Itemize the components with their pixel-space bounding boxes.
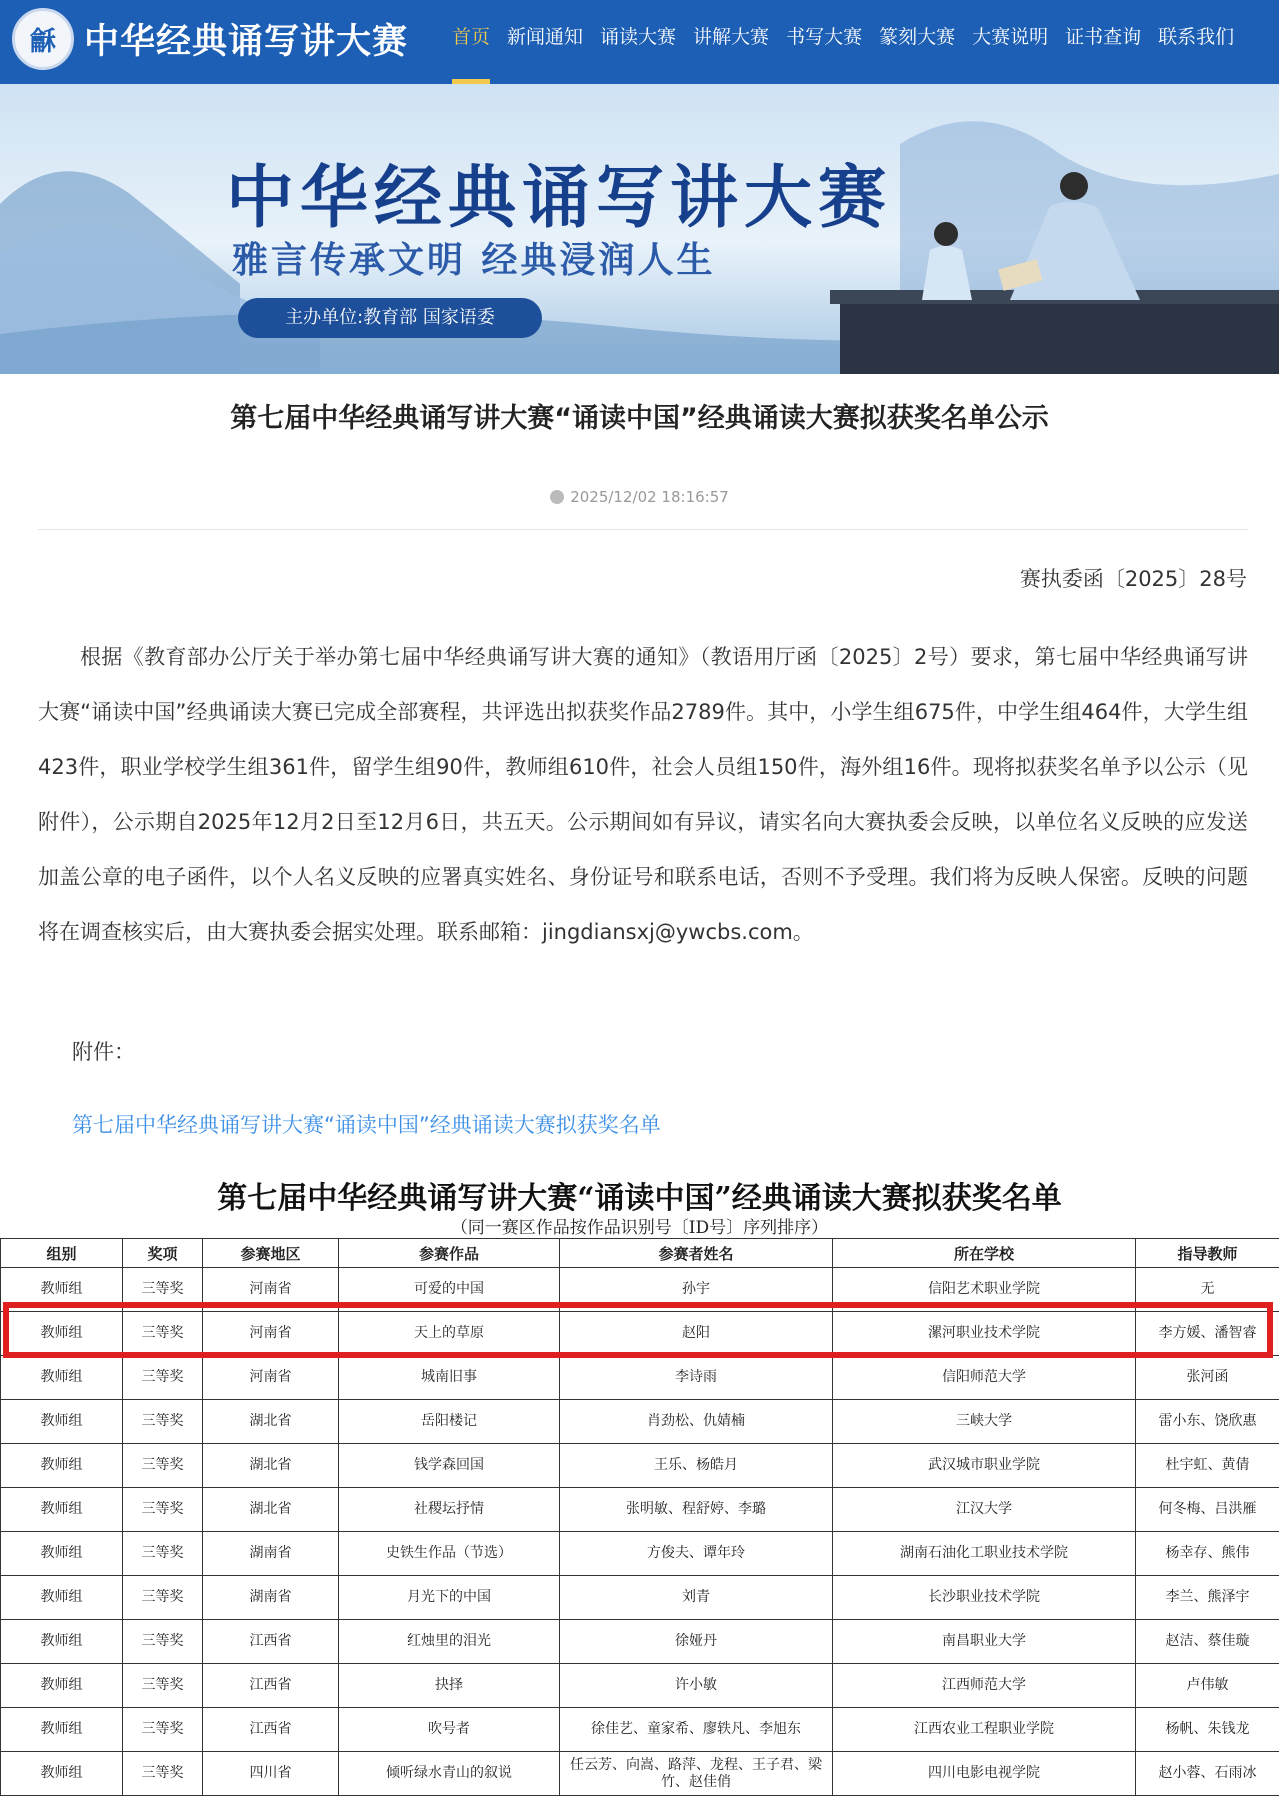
- table-cell: 江西师范大学: [833, 1664, 1136, 1708]
- table-cell: 教师组: [1, 1620, 123, 1664]
- table-cell: 湖南省: [203, 1532, 339, 1576]
- table-cell: 卢伟敏: [1136, 1664, 1279, 1708]
- table-cell: 杨幸存、熊伟: [1136, 1532, 1279, 1576]
- table-row: [1, 1620, 1279, 1664]
- table-cell: 雷小东、饶欣惠: [1136, 1400, 1279, 1444]
- table-cell: 漯河职业技术学院: [833, 1312, 1136, 1356]
- table-cell: 抉择: [339, 1664, 560, 1708]
- table-cell: 教师组: [1, 1576, 123, 1620]
- table-cell: 湖北省: [203, 1444, 339, 1488]
- highlight-box: [3, 1302, 1273, 1358]
- table-cell: 任云芳、向嵩、路萍、龙程、王子君、梁竹、赵佳俏: [560, 1752, 833, 1796]
- table-cell: 张河函: [1136, 1356, 1279, 1400]
- table-cell: 何冬梅、吕洪雁: [1136, 1488, 1279, 1532]
- table-row: [1, 1356, 1279, 1400]
- table-cell: 三等奖: [123, 1620, 203, 1664]
- article-title: 第七届中华经典诵写讲大赛“诵读中国”经典诵读大赛拟获奖名单公示: [0, 396, 1279, 435]
- table-cell: 岳阳楼记: [339, 1400, 560, 1444]
- main-nav: [452, 22, 1251, 49]
- table-cell: 李诗雨: [560, 1356, 833, 1400]
- site-logo[interactable]: [12, 8, 74, 70]
- table-cell: 教师组: [1, 1488, 123, 1532]
- table-cell: 教师组: [1, 1356, 123, 1400]
- table-cell: 四川省: [203, 1752, 339, 1796]
- nav-item-recitation[interactable]: 诵读大赛: [600, 22, 676, 49]
- table-row: [1, 1488, 1279, 1532]
- table-cell: 三等奖: [123, 1708, 203, 1752]
- table-cell: 三等奖: [123, 1400, 203, 1444]
- table-cell: 三等奖: [123, 1312, 203, 1356]
- table-cell: 天上的草原: [339, 1312, 560, 1356]
- table-cell: 教师组: [1, 1312, 123, 1356]
- table-cell: 赵洁、蔡佳璇: [1136, 1620, 1279, 1664]
- table-cell: 孙宇: [560, 1268, 833, 1312]
- table-cell: 月光下的中国: [339, 1576, 560, 1620]
- table-cell: 河南省: [203, 1268, 339, 1312]
- table-cell: 李兰、熊泽宇: [1136, 1576, 1279, 1620]
- table-cell: 吹号者: [339, 1708, 560, 1752]
- table-cell: 长沙职业技术学院: [833, 1576, 1136, 1620]
- table-header-cell: 指导教师: [1136, 1239, 1279, 1268]
- table-cell: 杨帆、朱钱龙: [1136, 1708, 1279, 1752]
- table-cell: 南昌职业大学: [833, 1620, 1136, 1664]
- logo-glyph: 龢: [30, 21, 56, 58]
- table-cell: 红烛里的泪光: [339, 1620, 560, 1664]
- nav-item-contact[interactable]: 联系我们: [1158, 22, 1234, 49]
- table-cell: 江西农业工程职业学院: [833, 1708, 1136, 1752]
- table-cell: 湖北省: [203, 1488, 339, 1532]
- table-header-cell: 参赛地区: [203, 1239, 339, 1268]
- table-row: [1, 1576, 1279, 1620]
- nav-item-news[interactable]: 新闻通知: [507, 22, 583, 49]
- table-cell: 杜宇虹、黄倩: [1136, 1444, 1279, 1488]
- attachment-label: 附件：: [72, 1036, 135, 1066]
- table-cell: 湖南省: [203, 1576, 339, 1620]
- table-cell: 三等奖: [123, 1664, 203, 1708]
- banner-slogan: 雅言传承文明 经典浸润人生: [232, 232, 716, 283]
- table-cell: 江汉大学: [833, 1488, 1136, 1532]
- table-cell: 肖劲松、仇婧楠: [560, 1400, 833, 1444]
- document-number: 赛执委函〔2025〕28号: [1020, 563, 1247, 593]
- nav-item-home[interactable]: 首页: [452, 22, 490, 49]
- table-cell: 许小敏: [560, 1664, 833, 1708]
- table-cell: 三等奖: [123, 1576, 203, 1620]
- table-cell: 社稷坛抒情: [339, 1488, 560, 1532]
- table-header-row: [1, 1239, 1279, 1268]
- award-list-title: 第七届中华经典诵写讲大赛“诵读中国”经典诵读大赛拟获奖名单: [0, 1173, 1279, 1217]
- table-cell: 王乐、杨皓月: [560, 1444, 833, 1488]
- table-cell: 三等奖: [123, 1752, 203, 1796]
- site-header: [0, 0, 1279, 84]
- divider: [38, 529, 1248, 530]
- table-cell: 教师组: [1, 1752, 123, 1796]
- table-cell: 李方媛、潘智睿: [1136, 1312, 1279, 1356]
- nav-item-seal-carving[interactable]: 篆刻大赛: [879, 22, 955, 49]
- table-cell: 教师组: [1, 1400, 123, 1444]
- table-cell: 钱学森回国: [339, 1444, 560, 1488]
- table-cell: 河南省: [203, 1312, 339, 1356]
- table-header-cell: 参赛作品: [339, 1239, 560, 1268]
- table-cell: 三等奖: [123, 1356, 203, 1400]
- table-row: [1, 1664, 1279, 1708]
- table-cell: 信阳艺术职业学院: [833, 1268, 1136, 1312]
- attachment-link[interactable]: 第七届中华经典诵写讲大赛“诵读中国”经典诵读大赛拟获奖名单: [72, 1109, 661, 1139]
- table-row: [1, 1532, 1279, 1576]
- table-cell: 江西省: [203, 1664, 339, 1708]
- table-cell: 武汉城市职业学院: [833, 1444, 1136, 1488]
- banner-title: 中华经典诵写讲大赛: [226, 144, 892, 241]
- table-cell: 三等奖: [123, 1488, 203, 1532]
- table-cell: 徐佳艺、童家希、廖轶凡、李旭东: [560, 1708, 833, 1752]
- table-cell: 教师组: [1, 1444, 123, 1488]
- publish-datetime: 2025/12/02 18:16:57: [570, 488, 729, 506]
- article-meta: [0, 488, 1279, 506]
- table-cell: 教师组: [1, 1708, 123, 1752]
- table-cell: 信阳师范大学: [833, 1356, 1136, 1400]
- nav-item-calligraphy[interactable]: 书写大赛: [786, 22, 862, 49]
- nav-item-about[interactable]: 大赛说明: [972, 22, 1048, 49]
- table-cell: 教师组: [1, 1268, 123, 1312]
- table-cell: 史铁生作品（节选）: [339, 1532, 560, 1576]
- article-body: 根据《教育部办公厅关于举办第七届中华经典诵写讲大赛的通知》（教语用厅函〔2025〕2号）要求，第七届中华经典诵写讲大赛“诵读中国”经典诵读大赛已完成全部赛程，共评选出拟获奖作品2789件。其中，小学生组675件，中学生组464件，大学生组423件，职业学校学生组361件，留学生组90件，教师组610件，社会人员组150件，海外组16件。现将拟获奖名单予以公示（见附件），公示期自2025年12月2日至12月6日，共五天。公示期间如有异议，请实名向大赛执委会反映，以单位名义反映的应发送加盖公章的电子函件，以个人名义反映的应署真实姓名、身份证号和联系电话，否则不予受理。我们将为反映人保密。反映的问题将在调查核实后，由大赛执委会据实处理。联系邮箱：jingdiansxj@ywcbs.com。: [38, 630, 1248, 960]
- table-cell: 倾听绿水青山的叙说: [339, 1752, 560, 1796]
- nav-item-certificate[interactable]: 证书查询: [1065, 22, 1141, 49]
- table-cell: 三等奖: [123, 1268, 203, 1312]
- table-cell: 方俊夫、谭年玲: [560, 1532, 833, 1576]
- table-cell: 江西省: [203, 1708, 339, 1752]
- table-row: [1, 1444, 1279, 1488]
- table-cell: 江西省: [203, 1620, 339, 1664]
- table-header-cell: 所在学校: [833, 1239, 1136, 1268]
- table-cell: 刘青: [560, 1576, 833, 1620]
- table-cell: 张明敏、程舒婷、李璐: [560, 1488, 833, 1532]
- table-header-cell: 组别: [1, 1239, 123, 1268]
- table-cell: 城南旧事: [339, 1356, 560, 1400]
- table-row: [1, 1400, 1279, 1444]
- table-cell: 徐娅丹: [560, 1620, 833, 1664]
- table-cell: 湖南石油化工职业技术学院: [833, 1532, 1136, 1576]
- table-cell: 湖北省: [203, 1400, 339, 1444]
- table-cell: 可爱的中国: [339, 1268, 560, 1312]
- table-cell: 三峡大学: [833, 1400, 1136, 1444]
- table-cell: 三等奖: [123, 1444, 203, 1488]
- table-row: [1, 1752, 1279, 1796]
- table-header-cell: 奖项: [123, 1239, 203, 1268]
- table-cell: 教师组: [1, 1664, 123, 1708]
- nav-item-explanation[interactable]: 讲解大赛: [693, 22, 769, 49]
- table-cell: 无: [1136, 1268, 1279, 1312]
- clock-icon: [550, 490, 564, 504]
- banner-organizer-badge: 主办单位:教育部 国家语委: [238, 298, 542, 338]
- table-cell: 河南省: [203, 1356, 339, 1400]
- table-cell: 三等奖: [123, 1532, 203, 1576]
- hero-banner: [0, 84, 1279, 374]
- table-cell: 四川电影电视学院: [833, 1752, 1136, 1796]
- table-cell: 教师组: [1, 1532, 123, 1576]
- table-row: [1, 1708, 1279, 1752]
- award-list-subtitle: （同一赛区作品按作品识别号〔ID号〕序列排序）: [0, 1213, 1279, 1238]
- table-cell: 赵阳: [560, 1312, 833, 1356]
- table-cell: 赵小蓉、石雨冰: [1136, 1752, 1279, 1796]
- table-header-cell: 参赛者姓名: [560, 1239, 833, 1268]
- site-title[interactable]: 中华经典诵写讲大赛: [84, 14, 408, 64]
